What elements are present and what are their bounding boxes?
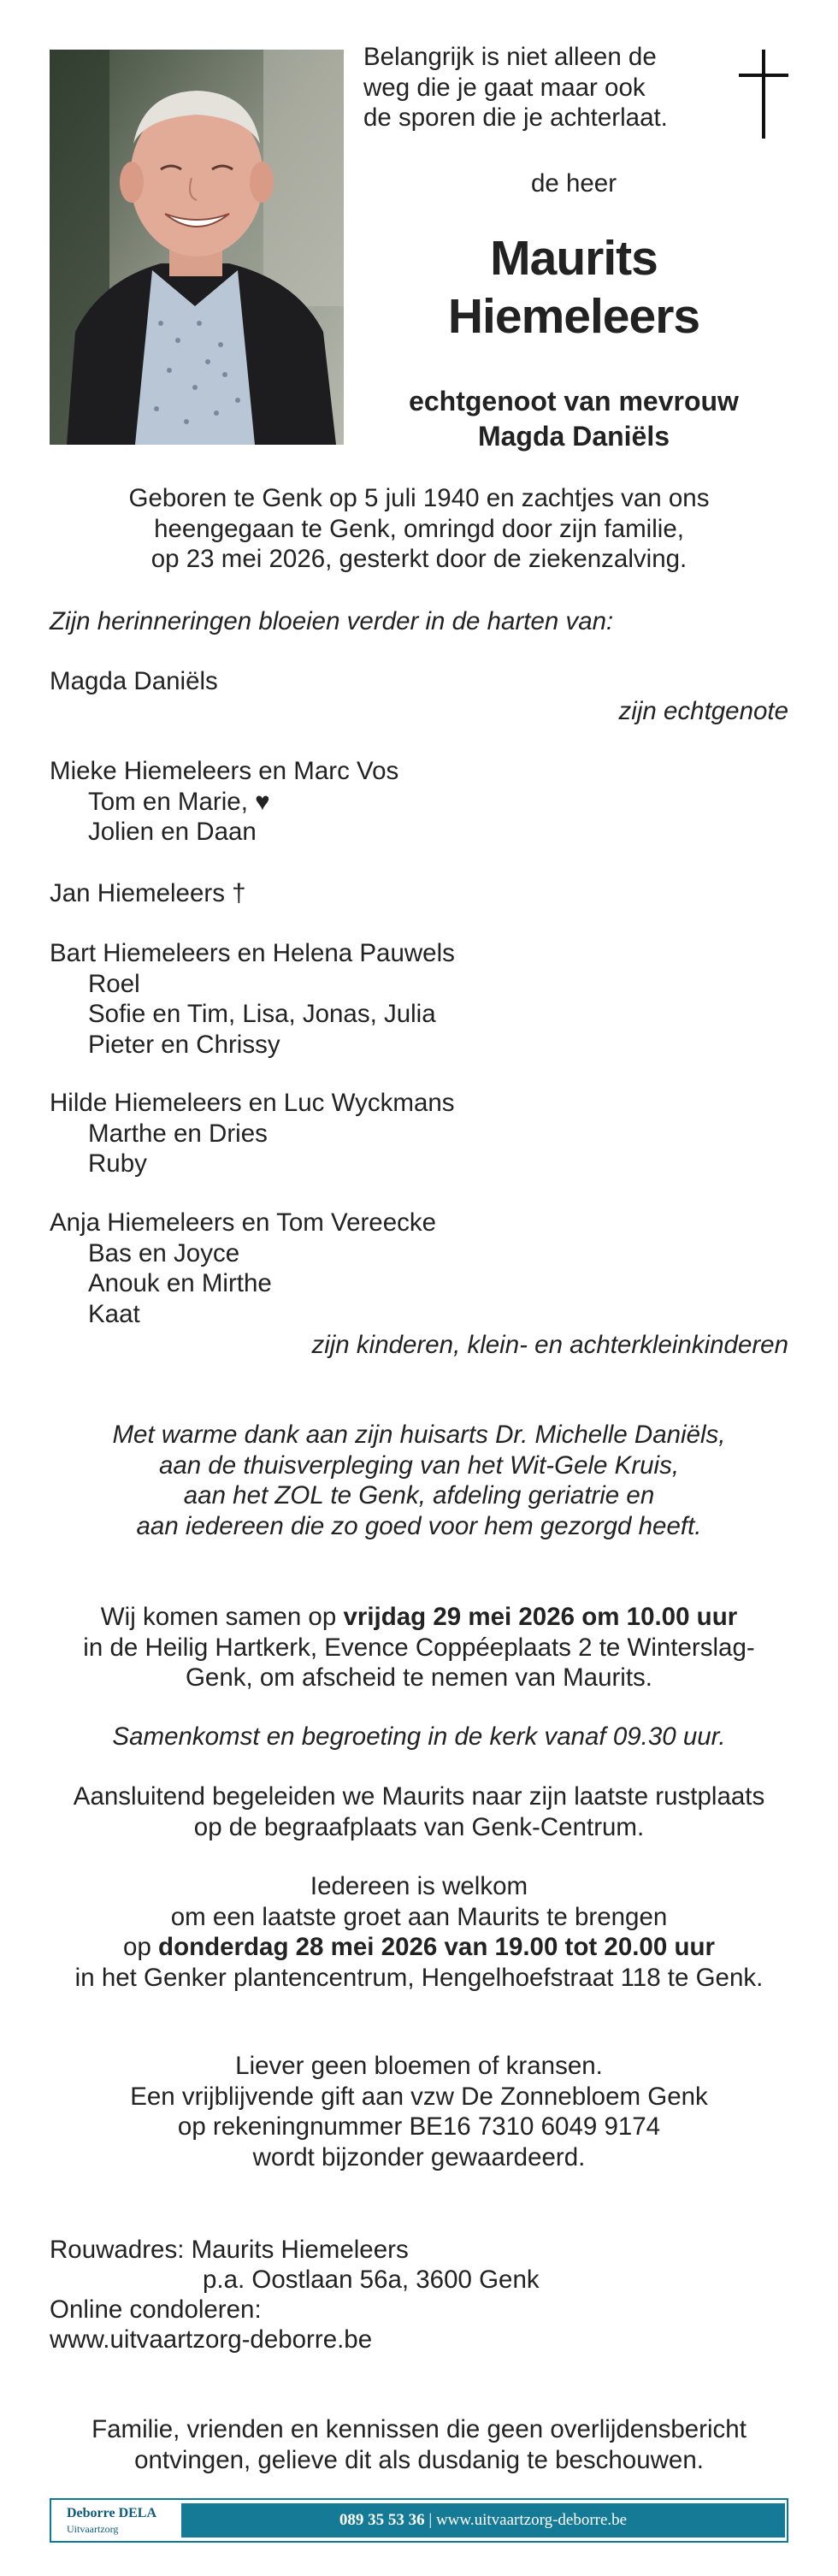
text-line: Een vrijblijvende gift aan vzw De Zonnebloem Genk bbox=[130, 2082, 708, 2111]
spouse-name: Magda Daniëls bbox=[50, 667, 218, 695]
quote-line: weg die je gaat maar ook bbox=[363, 73, 646, 102]
family-member: Ruby bbox=[88, 1149, 147, 1178]
text-line: Iedereen is welkom bbox=[310, 1872, 528, 1900]
spouse-line: echtgenoot van mevrouw bbox=[409, 386, 739, 417]
family-member: Marthe en Dries bbox=[88, 1119, 268, 1148]
text-line: aan iedereen die zo goed voor hem gezorgd heeft. bbox=[136, 1511, 702, 1540]
condolences-label: Online condoleren: bbox=[50, 2295, 262, 2324]
family-head: Mieke Hiemeleers en Marc Vos bbox=[50, 757, 399, 785]
deceased-name bbox=[344, 229, 804, 346]
children-role: zijn kinderen, klein- en achterkleinkinderen bbox=[311, 1331, 788, 1359]
cross-icon bbox=[734, 50, 794, 139]
service-date: vrijdag 29 mei 2026 om 10.00 uur bbox=[343, 1603, 738, 1631]
family-block bbox=[50, 878, 246, 909]
address-line: Rouwadres: Maurits Hiemeleers bbox=[50, 2236, 409, 2264]
family-member: Bas en Joyce bbox=[88, 1238, 240, 1267]
family-member: Sofie en Tim, Lisa, Jonas, Julia bbox=[88, 1000, 436, 1028]
flowers-text bbox=[0, 2051, 838, 2172]
service-text: Wij komen samen op bbox=[100, 1603, 344, 1631]
text-line: op rekeningnummer BE16 7310 6049 9174 bbox=[177, 2112, 661, 2141]
thanks-text bbox=[0, 1420, 838, 1541]
text-line: in het Genker plantencentrum, Hengelhoefstraat 118 te Genk. bbox=[74, 1963, 764, 1992]
closing-text bbox=[0, 2414, 838, 2475]
farewell-date: donderdag 28 mei 2026 van 19.00 tot 20.00 uur bbox=[158, 1933, 715, 1961]
family-member: Tom en Marie, ♥ bbox=[88, 787, 270, 816]
family-head: Hilde Hiemeleers en Luc Wyckmans bbox=[50, 1089, 455, 1117]
family-member: Jolien en Daan bbox=[88, 818, 257, 846]
birth-death-text bbox=[0, 483, 838, 575]
portrait-photo bbox=[50, 50, 344, 445]
family-block bbox=[50, 938, 455, 1060]
text-line: Geboren te Genk op 5 juli 1940 en zachtjes van ons bbox=[128, 484, 710, 512]
spouse-info bbox=[344, 384, 804, 454]
logo-name: Deborre DELA bbox=[67, 2506, 157, 2520]
burial-text bbox=[0, 1781, 838, 1842]
contact-bar bbox=[181, 2503, 785, 2538]
condolences-link[interactable]: www.uitvaartzorg-deborre.be bbox=[50, 2325, 373, 2354]
family-head: Jan Hiemeleers † bbox=[50, 879, 246, 907]
first-name: Maurits bbox=[490, 231, 658, 286]
text-line: aan de thuisverpleging van het Wit-Gele Kruis, bbox=[158, 1450, 680, 1480]
text-line: Liever geen bloemen of kransen. bbox=[235, 2052, 603, 2080]
service-info bbox=[0, 1602, 838, 1693]
family-block bbox=[50, 1208, 436, 1329]
family-member: Roel bbox=[88, 969, 140, 998]
spouse-role: zijn echtgenote bbox=[618, 697, 788, 725]
last-name: Hiemeleers bbox=[447, 289, 700, 344]
farewell-info bbox=[0, 1871, 838, 1993]
text-line: Met warme dank aan zijn huisarts Dr. Michelle Daniëls, bbox=[112, 1421, 726, 1449]
text-line: Genk, om afscheid te nemen van Maurits. bbox=[185, 1663, 652, 1692]
text-line: Aansluitend begeleiden we Maurits naar zijn laatste rustplaats bbox=[73, 1782, 765, 1811]
text-line: om een laatste groet aan Maurits te brengen bbox=[170, 1902, 668, 1931]
quote-line: Belangrijk is niet alleen de bbox=[363, 43, 657, 71]
farewell-text: op bbox=[123, 1933, 159, 1961]
address-line: p.a. Oostlaan 56a, 3600 Genk bbox=[203, 2266, 540, 2294]
text-line: wordt bijzonder gewaardeerd. bbox=[252, 2142, 586, 2171]
family-block bbox=[50, 756, 398, 848]
family-block bbox=[50, 1088, 455, 1179]
gathering-text: Samenkomst en begroeting in de kerk vanaf 09.30 uur. bbox=[112, 1722, 726, 1751]
text-line bbox=[0, 1602, 838, 1633]
phone-number[interactable]: 089 35 53 36 bbox=[339, 2511, 425, 2529]
contact-text bbox=[181, 2503, 785, 2538]
quote bbox=[363, 42, 668, 133]
quote-line: de sporen die je achterlaat. bbox=[363, 103, 668, 132]
memory-intro: Zijn herinneringen bloeien verder in de harten van: bbox=[50, 607, 614, 635]
salutation: de heer bbox=[530, 169, 617, 198]
text-line: Familie, vrienden en kennissen die geen overlijdensbericht bbox=[91, 2415, 747, 2443]
family-head: Bart Hiemeleers en Helena Pauwels bbox=[50, 939, 455, 967]
text-line: op de begraafplaats van Genk-Centrum. bbox=[193, 1812, 645, 1841]
text-line: aan het ZOL te Genk, afdeling geriatrie en bbox=[183, 1481, 655, 1510]
funeral-home-logo bbox=[51, 2500, 181, 2541]
footer-banner bbox=[50, 2498, 788, 2543]
website-link[interactable]: www.uitvaartzorg-deborre.be bbox=[435, 2511, 628, 2529]
text-line bbox=[0, 1932, 838, 1963]
separator: | bbox=[424, 2511, 436, 2529]
logo-subtitle: Uitvaartzorg bbox=[67, 2523, 119, 2535]
text-line: ontvingen, gelieve dit als dusdanig te beschouwen. bbox=[134, 2445, 704, 2474]
family-head: Anja Hiemeleers en Tom Vereecke bbox=[50, 1208, 437, 1237]
family-member: Pieter en Chrissy bbox=[88, 1030, 280, 1059]
spouse-line: Magda Daniëls bbox=[477, 421, 670, 452]
family-member: Anouk en Mirthe bbox=[88, 1269, 272, 1297]
text-line: in de Heilig Hartkerk, Evence Coppéeplaats 2 te Winterslag- bbox=[83, 1633, 755, 1662]
text-line: heengegaan te Genk, omringd door zijn familie, bbox=[154, 514, 684, 543]
family-member: Kaat bbox=[88, 1299, 140, 1328]
text-line: op 23 mei 2026, gesterkt door de ziekenzalving. bbox=[150, 545, 688, 573]
